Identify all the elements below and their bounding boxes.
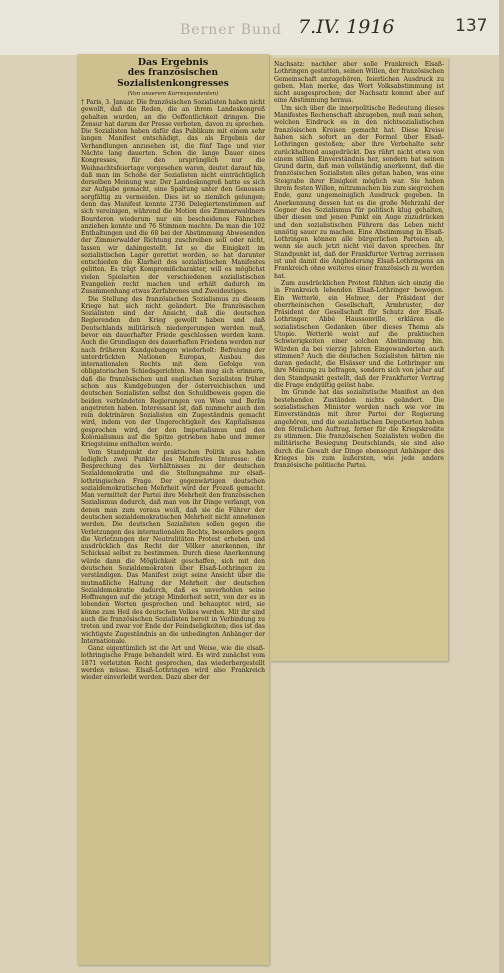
handwritten-date: 7.IV. 1916 xyxy=(298,16,395,38)
paragraph: Um sich über die innerpolitische Bedeutung dieses Manifestes Rechenschaft abzugeben, muß man sehen, welchen Eindruck es in den nichtsozialistischen französischen Kreisen gemacht hat. Diese Kreise haben sich sofort an der Formel über Elsaß-Lothringen gestoßen; aber ihre Verbehalte sehr zurückhaltend ausgedrückt. Das rührt nicht etwa von einem stillen Einverständnis her, sondern hat seinen Grund darin, daß man vollständig anerkennt, daß die französischen Sozialisten alles getan haben, was eine Steigrabe ihrer Einigkeit möglich war. Sie haben ihrem festen Willen, mitzumachen bis zum siegreichen Ende, ganz ungemeiniglich Ausdruck gegeben. In Anerkennung dessen hat es die große Mehrzahl der Gegner des Sozialismus für politisch klug gehalten, über diesen und jenen Punkt ein Auge zuzudrücken und den sozialistischen Führern das Leben nicht unnötig sauer zu machen. Eine Abstimmung in Elsaß-Lothringen können alle bürgerlichen Parteien ab, wenn sie auch jetzt nicht viel davon sprechen. Ihr Standpunkt ist, daß der Frankfurter Vertrag zerrissen ist und damit die Angliederung Elsaß-Lothringens an Frankreich ohne weiteres einer französisch zu werden hat. xyxy=(274,104,444,280)
paragraph: Vom Standpunkt der praktischen Politik aus haben lediglich zwei Punkte des Manifestes Interesse: die Besprechung des Verhältnisses zu der deutschen Sozialdemokratie und die Stellungnahme zur elsaß-lothringischen Frage. Der gegenwärtigen deutschen sozialdemokratischen Mehrheit wird der Prozeß gemacht. Man vermittelt der Partei ihre Mehrheit den französischen Sozialismus dadurch, daß man von ihr Dinge verlangt, von denen man zum voraus weiß, daß sie die Führer der deutschen sozialdemokratischen Mehrheit nicht annehmen werden. Die deutschen Sozialisten sollen gegen die Verletzungen des internationalen Rechts, besonders gegen die Verletzungen der Neutralitäten Protest erheben und ausdrücklich das Recht der Völker anerkennen, ihr Schicksal selbst zu bestimmen. Durch diese Anerkennung würde dann die Möglichkeit geschaffen, sich mit den deutschen Sozialdemokraten über Elsaß-Lothringen zu verständigen. Das Manifest zeigt seine Ansicht über die mutmaßliche Haltung der Mehrheit der deutschen Sozialdemokratie dadurch, daß es unverhohlen seine Hoffnungen auf die jetzige Minderheit setzt, von der es in lobenden Worten gesprochen und behauptet wird, sie könne zum Heil des deutschen Volkes werden. Mit ihr sind auch die französischen Sozialisten bereit in Verbindung zu treten und zwar vor Ende der Feindseligkeiten; dies ist das wichtigste Zugeständnis an die unbedingten Anhänger der Internationale. xyxy=(81,448,265,645)
paragraph: Zum ausdrücklichen Protest fühlten sich einzig die in Frankreich lebenden Elsaß-Lothringer bewogen. Ein Wetterlé, ein Helmer, der Präsident der oberrheinischen Gesellschaft, Armbruster, der Präsident der Gesellschaft für Schutz der Elsaß-Lothringer, Abbé Haussonville, erklären die sozialistischen Gedanken über dieses Thema als Utopie. Wetterlé weist auf die praktischen Schwierigkeiten einer solchen Abstimmung hin. Würden da bei vierzig Jahren Eingewanderten auch stimmen? Auch die deutschen Sozialisten hätten nie daran gedacht, die Elsässer und die Lothringer um ihre Meinung zu befragen, sondern sich von jeher auf den Standpunkt gestellt, daß der Frankfurter Vertrag die Frage endgültig gelöst habe. xyxy=(274,279,444,390)
newspaper-clipping-right-column xyxy=(270,58,448,661)
page-edge xyxy=(499,0,504,973)
paragraph: Nachsatz: nachher aber solle Frankreich Elsaß-Lothringen gestatten, seinen Willen, der französischen Gemeinschaft anzugehören, feierlichen Ausdruck zu geben. Man merke, das Wort Volksabstimmung ist nicht ausgesprochen; der Nachsatz kommt aber auf eine Abstimmung heraus. xyxy=(274,61,444,105)
page-number: 137 xyxy=(455,16,488,36)
article-title-line2: des französischen Sozialistenkongresses xyxy=(117,68,229,89)
article-title-line1: Das Ergebnis xyxy=(137,57,209,68)
article-body-left xyxy=(77,99,269,682)
newspaper-clipping-left-column xyxy=(77,54,269,965)
page-header xyxy=(0,0,504,55)
paragraph: Die Stellung des französischen Sozialismus zu diesem Kriege hat sich nicht geändert. Die französischen Sozialisten sind der Ansicht, daß die deutschen Regierenden den Krieg gewollt haben und daß Deutschlands militärisch niedergerungen werden muß, bevor ein dauerhafter Friede geschlossen werden kann. Auch die Grundlagen des dauerhaften Friedens werden nur nach früheren Kundgebungen wiederholt: Befreiung der unterdrückten Nationen Europas, Ausbau des internationalen Rechts mit dem Gefolge von obligatorischen Schiedsgerichten. Man mag sich erinnern, daß die französischen und englischen Sozialisten früher schon aus Kundgebungen der österreichischen und deutschen Sozialisten selbst den Schuldbeweis gegen die beiden verbündeten Regierungen von Wien und Berlin angetreten haben. Interessant ist, daß nunmehr auch den rein doktrinären Sozialisten ein Zugeständnis gemacht wird, indem von der Ungerechtigkeit des Kapitalismus gesprochen wird, der den Imperialismus und den Kolonialismus auf die Spitze getrieben habe und immer Kriegsteime enthalten werde. xyxy=(81,295,265,449)
publication-stamp: Berner Bund xyxy=(180,22,282,38)
paragraph: Im Grunde hat das sozialistische Manifest an den bestehenden Zuständen nichts geändert. Die sozialistischen Minister werden nach wie vor im Einverständnis mit ihrer Partei der Regierung angehören, und die sozialistischen Deputierten haben den förmlichen Auftrag, ferner für die Kriegskredite zu stimmen. Die französischen Sozialisten wollen die militärische Besiegung Deutschlands, sie sind also durch die Gewalt der Dinge ebensogut Anhänger des Krieges bis zum äußersten, wie jede andere französische politische Partei. xyxy=(274,389,444,470)
paragraph: Ganz eigentümlich ist die Art und Weise, wie die elsaß-lothringische Frage behandelt wird. Es wird zunächst vom 1871 verletzten Recht gesprochen, das wiederhergestellt werden müsse. Elsaß-Lothringen wird also Frankreich wieder einverleibt werden. Dazu aber der xyxy=(81,645,265,682)
paragraph: † Paris, 3. Januar. Die französischen Sozialisten haben nicht gewollt, daß die Reden, die an ihrem Landeskongreß gehalten wurden, an die Oeffentlichkeit dringen. Die Zensur hat darum der Presse verboten, davon zu sprechen. Die Sozialisten haben dafür das Publikum mit einem sehr langen Manifest entschädigt, das als Ergebnis der Verhandlungen anzusehen ist, die fünf Tage und vier Nächte lang dauerten. Schon die lange Dauer eines Kongresses, für den ursprünglich nur die Weihnachtsfeiertage vorgesehen waren, deutet darauf hin, daß man im Schoße der Sozialisten nicht einträchtiglich derselben Meinung war. Der Landeskongreß hatte es sich zur Aufgabe gemacht, eine Spaltung unter den Genossen sorgfältig zu vermeiden. Dies ist so ziemlich gelungen; denn das Manifest konnte 2736 Delegiertenstimmen auf sich vereinigen, während die Motion des Zimmerwaldners Bourderon wiederum nur ein bescheidenes Fähnchen anziehen konnte und 76 Stimmen machte. Da man die 102 Enthaltungen und die 68 bei der Abstimmung Abwesenden der Zimmerwalder Richtung zuschreiben soll oder nicht, lassen wir dahingestellt. Ist so die Einigkeit im sozialistischen Lager gerettet worden, so hat darunter entschieden die Klarheit des sozialistischen Manifestes gelitten. Es trägt Kompromißcharakter, will es möglichst vielen Spielarten der verschiedenen sozialistischen Evangelien recht machen und erhält dadurch im Zusammenhang etwas Zerfahrenes und Zweideutiges. xyxy=(81,99,265,296)
article-body-right xyxy=(270,58,448,470)
article-byline: (Von unserem Korrespondenten) xyxy=(127,91,219,97)
